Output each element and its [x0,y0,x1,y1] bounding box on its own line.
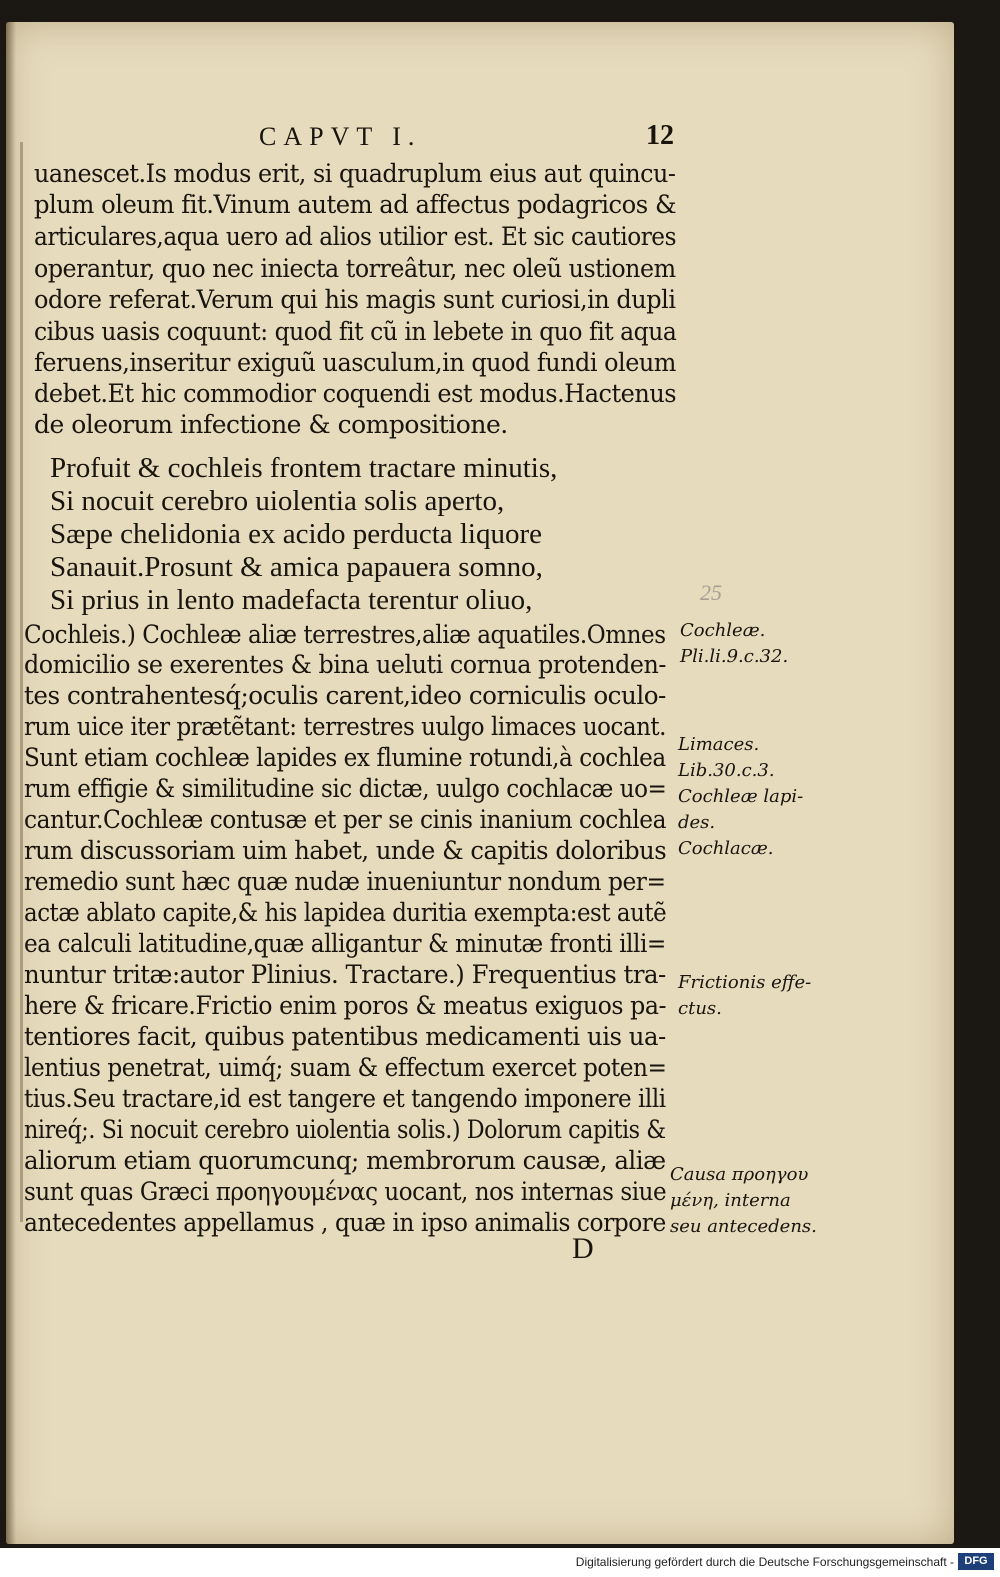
text-line: aliorum etiam quorumcunq; membrorum causæ, aliæ [24,1146,666,1175]
text-line: actæ ablato capite,& his lapidea duritia exempta:est autẽ [24,898,667,927]
text-line: cantur.Cochleæ contusæ et per se cinis inanium cochlea [24,805,667,834]
text-line: cibus uasis coquunt: quod fit cũ in lebete in quo fit aqua [34,317,677,346]
text-line: debet.Et hic commodior coquendi est modus.Hactenus [34,379,677,408]
margin-note: Causa προηγου [670,1164,809,1185]
pencil-line-number: 25 [700,580,722,605]
margin-note: Cochleæ lapi- [678,786,804,807]
margin-note: Pli.li.9.c.32. [680,646,789,667]
text-line: nireq́;. Si nocuit cerebro uiolentia solis.) Dolorum capitis & [24,1115,666,1144]
text-line: Cochleis.) Cochleæ aliæ terrestres,aliæ aquatiles.Omnes [24,620,666,649]
margin-note: Limaces. [678,734,760,755]
running-head: CAPVT I. [259,122,422,151]
text-line: domicilio se exerentes & bina ueluti cornua protenden- [24,650,666,679]
text-line: lentius penetrat, uimq́; suam & effectum exercet poten= [24,1053,667,1082]
text-line: here & fricare.Frictio enim poros & meatus exiguos pa- [24,991,667,1020]
verse-line: Profuit & cochleis frontem tractare minutis, [50,452,558,484]
signature-mark: D [572,1232,594,1265]
text-line: articulares,aqua uero ad alios utilior est. Et sic cautiores [34,222,677,251]
verse-line: Sæpe chelidonia ex acido perducta liquore [50,518,543,550]
margin-note: Cochlacæ. [678,838,774,859]
text-line: rum uice iter prætẽtant: terrestres uulgo limaces uocant. [24,712,666,741]
margin-note: ctus. [678,998,722,1019]
margin-note: Cochleæ. [680,620,766,641]
page-spine-shadow [6,22,16,1544]
text-line: odore referat.Verum qui his magis sunt curiosi,in dupli [34,285,676,314]
text-line: operantur, quo nec iniecta torreâtur, nec oleũ ustionem [34,254,676,283]
page-fold-mark [20,142,23,1222]
margin-note: μένη, interna [670,1190,791,1211]
text-line: nuntur tritæ:autor Plinius. Tractare.) Frequentius tra- [24,960,666,989]
text-line: rum discussoriam uim habet, unde & capitis doloribus [24,836,667,865]
verse-line: Si prius in lento madefacta terentur oliuo, [50,584,533,616]
text-line: ea calculi latitudine,quæ alligantur & minutæ fronti illi= [24,929,666,958]
funding-credit: Digitalisierung gefördert durch die Deutsche Forschungsgemeinschaft - [575,1555,954,1569]
text-line: tentiores facit, quibus patentibus medicamenti uis ua- [24,1022,666,1051]
text-line: sunt quas Græci προηγουμένας uocant, nos internas siue [24,1177,667,1206]
text-line: Sunt etiam cochleæ lapides ex flumine rotundi,à cochlea [24,743,666,772]
book-page [6,22,954,1544]
dfg-logo: DFG [958,1553,994,1570]
text-line: remedio sunt hæc quæ nudæ inueniuntur nondum per= [24,867,666,896]
text-line: uanescet.Is modus erit, si quadruplum eius aut quincu- [34,159,676,188]
footer-bar [0,1548,1000,1577]
text-line: rum effigie & similitudine sic dictæ, uulgo cochlacæ uo= [24,774,667,803]
text-line: tius.Seu tractare,id est tangere et tangendo imponere illi [24,1084,666,1113]
text-line: plum oleum fit.Vinum autem ad affectus podagricos & [34,190,677,219]
text-line: de oleorum infectione & compositione. [34,410,508,439]
margin-note: Lib.30.c.3. [678,760,775,781]
margin-note: Frictionis effe- [678,972,812,993]
text-line: feruens,inseritur exiguũ uasculum,in quod fundi oleum [34,348,676,377]
folio-number: 12 [646,120,674,151]
verse-line: Sanauit.Prosunt & amica papauera somno, [50,551,543,583]
text-line: antecedentes appellamus , quæ in ipso animalis corpore [24,1208,666,1237]
margin-note: des. [678,812,716,833]
margin-note: seu antecedens. [670,1216,817,1237]
verse-line: Si nocuit cerebro uiolentia solis aperto, [50,485,505,517]
text-line: tes contrahentesq́;oculis carent,ideo corniculis oculo- [24,681,666,710]
